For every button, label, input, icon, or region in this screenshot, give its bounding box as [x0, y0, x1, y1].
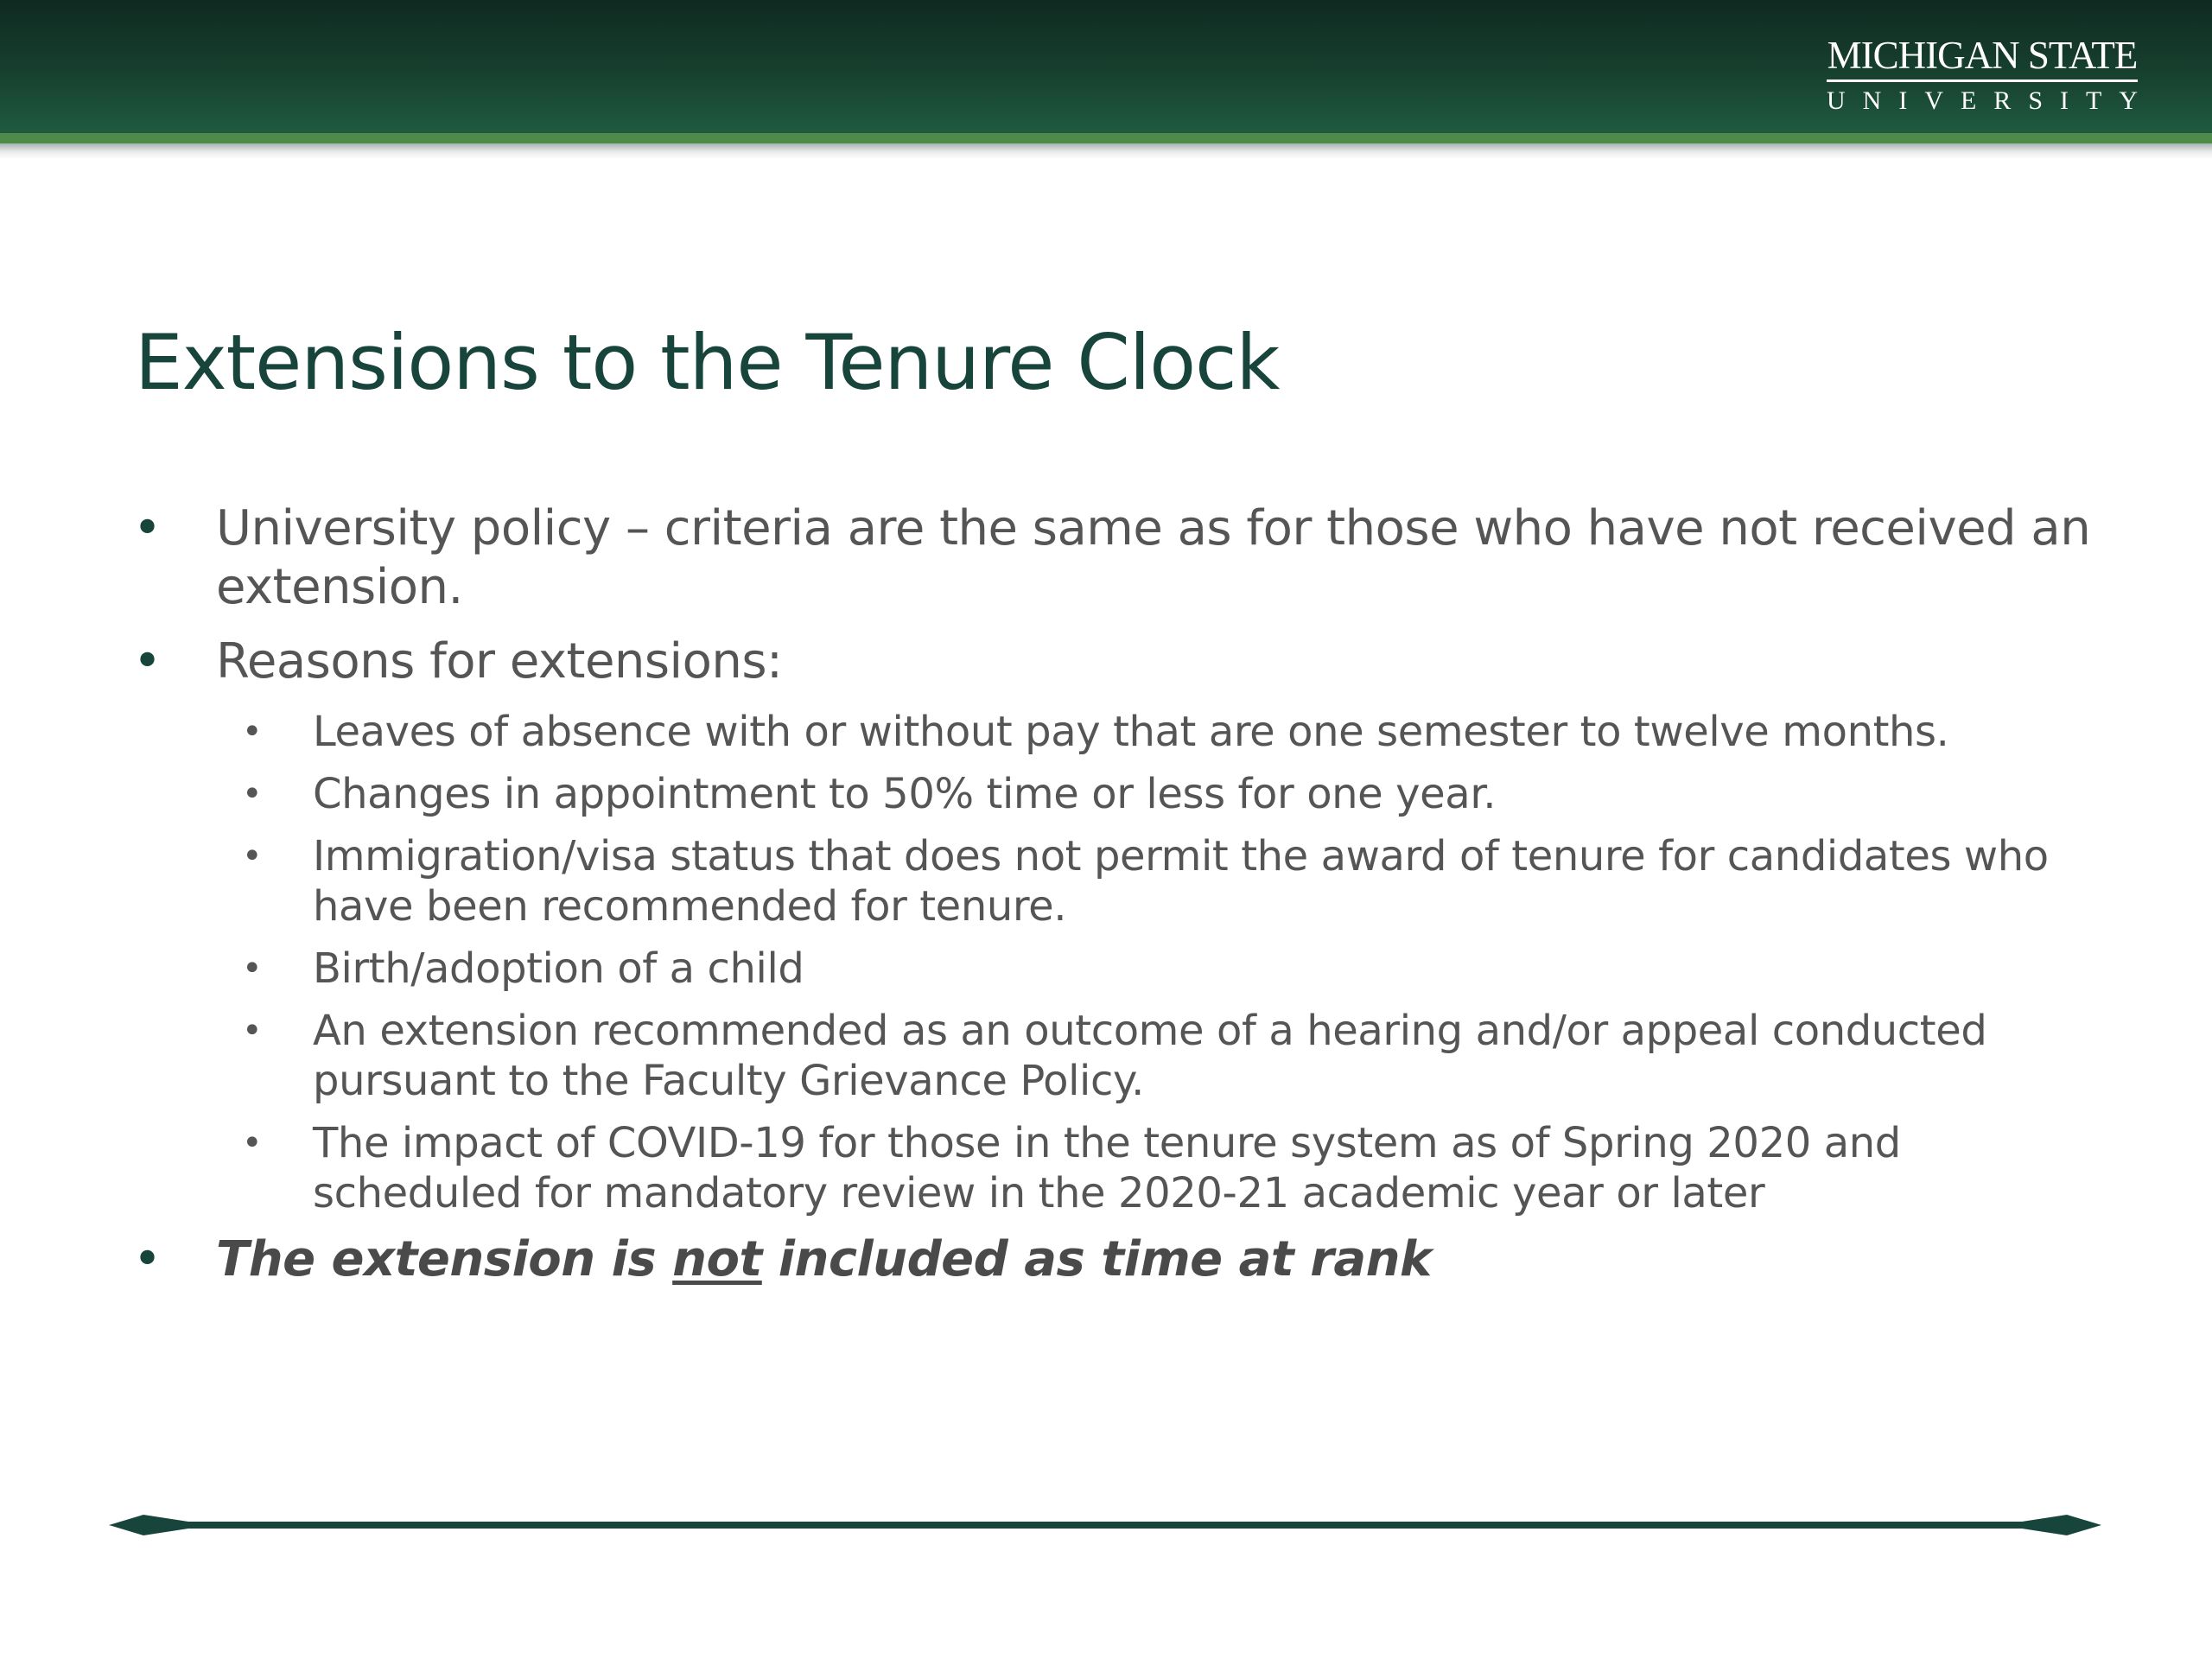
sub-bullet-text: Immigration/visa status that does not permit the award of tenure for candidates who have been recommended for tenure. [313, 832, 2049, 931]
bullet-item [130, 632, 2117, 691]
slide-content [130, 499, 2117, 1305]
bullet-text: Reasons for extensions: [216, 633, 783, 690]
header-shadow [0, 143, 2212, 159]
sub-bullet-icon: • [242, 1123, 263, 1163]
sub-bullet-icon: • [242, 774, 263, 814]
divider-line [161, 1522, 2050, 1529]
sub-bullet-icon: • [242, 949, 263, 988]
sub-bullet-text: Birth/adoption of a child [313, 944, 804, 993]
slide-title: Extensions to the Tenure Clock [135, 318, 1280, 407]
bullet-item-emphasis [130, 1230, 2117, 1289]
sub-bullet-item [130, 1118, 2117, 1218]
sub-bullet-item [130, 944, 2117, 994]
bullet-icon: • [133, 1231, 162, 1287]
logo-subtext: UNIVERSITY [1827, 86, 2155, 115]
sub-bullet-item [130, 769, 2117, 819]
header-stripe [0, 133, 2212, 143]
right-arrowhead-icon [2022, 1515, 2101, 1535]
bullet-icon: • [133, 633, 162, 690]
sub-bullet-icon: • [242, 836, 263, 876]
msu-logo [1827, 34, 2155, 117]
emphasis-after: included as time at rank [761, 1231, 1432, 1287]
sub-bullet-icon: • [242, 712, 263, 752]
sub-bullet-text: The impact of COVID-19 for those in the tenure system as of Spring 2020 and scheduled for mandatory review in the 2020-21 academic year or later [313, 1119, 1901, 1217]
logo-wordmark: MICHIGAN STATE [1827, 35, 2138, 82]
emphasis-text [216, 1231, 1432, 1287]
bullet-text: University policy – criteria are the same as for those who have not received an extension. [216, 500, 2091, 615]
sub-bullet-item [130, 831, 2117, 931]
sub-bullet-text: Changes in appointment to 50% time or less for one year. [313, 770, 1497, 818]
sub-bullet-item [130, 707, 2117, 757]
emphasis-underlined: not [672, 1231, 762, 1287]
sub-bullet-text: Leaves of absence with or without pay that are one semester to twelve months. [313, 708, 1949, 756]
emphasis-before: The extension is [216, 1231, 673, 1287]
sub-bullet-icon: • [242, 1011, 263, 1051]
bottom-arrow-divider [109, 1514, 2101, 1536]
bullet-icon: • [133, 500, 162, 556]
sub-bullet-item [130, 1006, 2117, 1106]
bullet-item [130, 499, 2117, 617]
sub-bullet-text: An extension recommended as an outcome of a hearing and/or appeal conducted pursuant to the Faculty Grievance Policy. [313, 1007, 1987, 1105]
